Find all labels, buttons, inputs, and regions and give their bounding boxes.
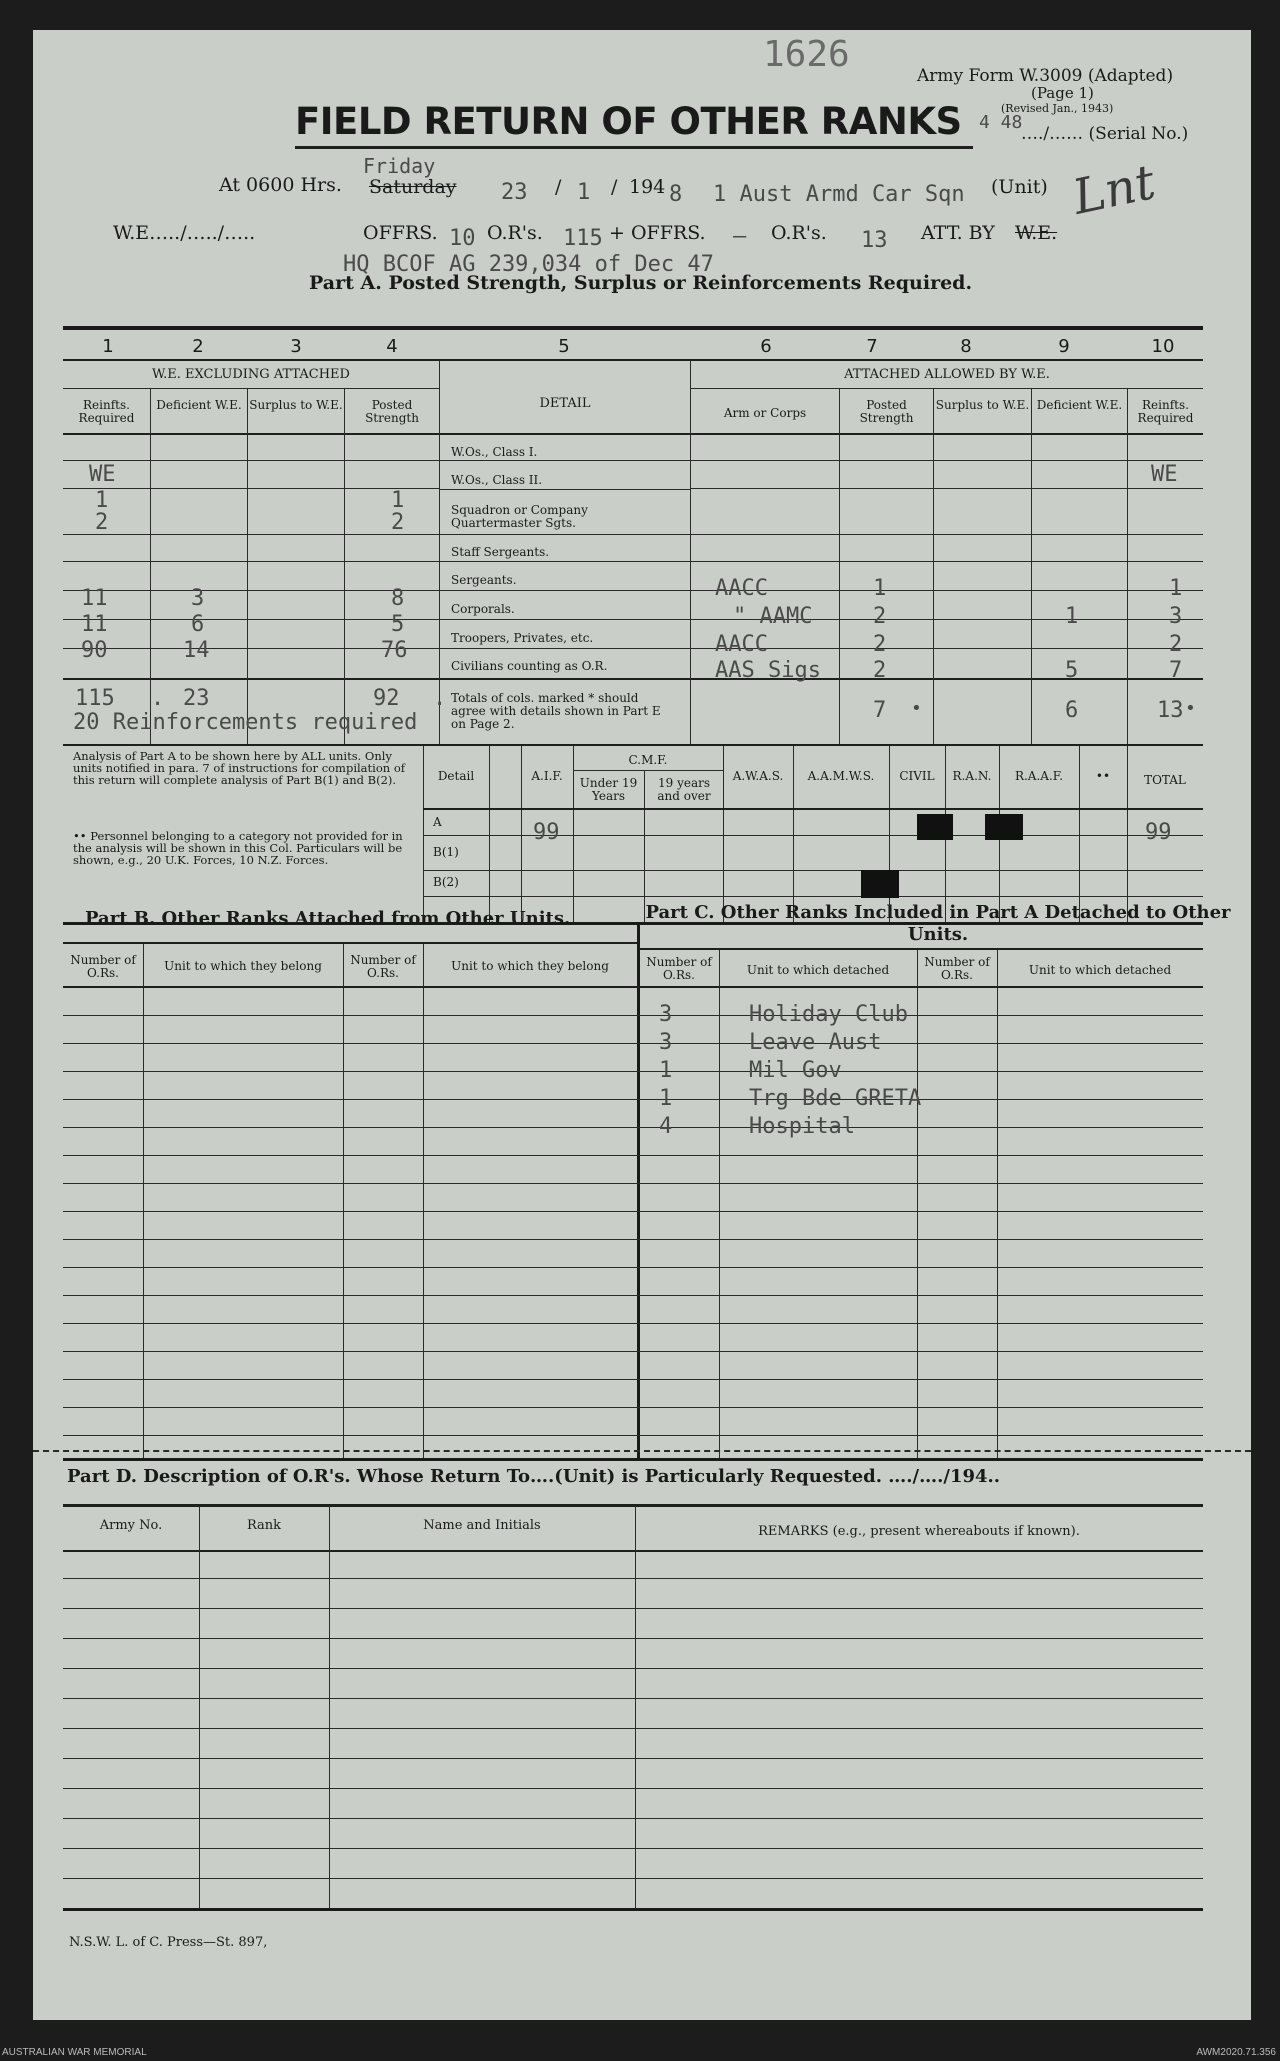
part-b-unit-header-2: Unit to which they belong — [451, 959, 609, 973]
analysis-ran-header: R.A.N. — [952, 769, 992, 783]
part-b-num-header-2: Number of O.Rs. — [350, 953, 416, 980]
qm-sgts-required-2: 2 — [95, 510, 109, 535]
part-c-num-header-1: Number of O.Rs. — [646, 955, 712, 982]
cpl-required: 11 — [81, 612, 108, 637]
plus-offrs-value: – — [733, 224, 747, 249]
year-digit: 8 — [669, 182, 683, 207]
detail-corporals: Corporals. — [451, 602, 515, 616]
we-label: W.E. — [1015, 222, 1058, 244]
analysis-other-header: •• — [1095, 769, 1111, 783]
analysis-cmf-header: C.M.F. — [628, 753, 668, 767]
part-c-unit-header-2: Unit to which detached — [1028, 963, 1172, 977]
analysis-raaf-header: R.A.A.F. — [1014, 769, 1064, 783]
unit-label: (Unit) — [991, 176, 1048, 198]
page-label: (Page 1) — [1031, 84, 1094, 102]
signature: Lnt — [1068, 154, 1161, 226]
attached-required-1: 1 — [1169, 576, 1183, 601]
col-number: 10 — [1151, 336, 1175, 357]
part-c-entry-num: 1 — [659, 1086, 673, 1111]
part-c-entry-unit: Leave Aust — [749, 1030, 882, 1055]
date-day: 23 — [501, 180, 528, 205]
unit-typed: 1 Aust Armd Car Sqn — [713, 182, 965, 207]
year-prefix: 194 — [629, 176, 666, 198]
part-d-title: Part D. Description of O.R's. Whose Return To….(Unit) is Particularly Requested. …./…./194.. — [67, 1466, 1001, 1487]
detail-troopers: Troopers, Privates, etc. — [451, 631, 594, 645]
posted-strength-header-r: Posted Strength — [859, 398, 914, 425]
total-required-dot: . — [151, 686, 165, 711]
serial-number: 4 48 — [979, 112, 1023, 133]
redaction-block — [985, 814, 1023, 840]
total-deficient: 23 — [183, 686, 210, 711]
sgt-required: 11 — [81, 586, 108, 611]
part-b-title: Part B. Other Ranks Attached from Other Units. — [85, 908, 571, 929]
col-number: 8 — [960, 336, 972, 357]
qm-sgts-posted-1: 1 — [391, 488, 405, 513]
analysis-aif-a: 99 — [533, 820, 560, 845]
att-by-label: ATT. BY — [921, 222, 995, 244]
col-number: 3 — [290, 336, 302, 357]
col-number: 7 — [866, 336, 878, 357]
col-number: 5 — [558, 336, 570, 357]
qm-sgts-posted-2: 2 — [391, 510, 405, 535]
attached-arm-3: AACC — [715, 632, 768, 657]
ors-value: 115 — [563, 226, 603, 251]
detail-staff-sgts: Staff Sergeants. — [451, 545, 550, 559]
plus-offrs-label: + OFFRS. — [609, 222, 706, 244]
title-underline — [295, 146, 973, 149]
qm-sgts-required-1: 1 — [95, 488, 109, 513]
detail-totals: Totals of cols. marked * should agree with details shown in Part E on Page 2. — [451, 691, 661, 731]
part-c-entry-num: 4 — [659, 1114, 673, 1139]
ors2-value: 13 — [861, 228, 888, 253]
we-mark-right: WE — [1151, 462, 1178, 487]
offrs-label: OFFRS. — [363, 222, 438, 244]
serial-label: …./…… (Serial No.) — [1021, 124, 1189, 144]
date-separator-2: / — [611, 176, 618, 198]
detail-wo-class1: W.Os., Class I. — [451, 445, 538, 459]
part-c-entry-unit: Trg Bde GRETA — [749, 1086, 922, 1111]
deficient-we-header: Deficient W.E. — [156, 398, 242, 412]
date-separator-1: / — [555, 176, 562, 198]
form-title: FIELD RETURN OF OTHER RANKS — [295, 100, 962, 143]
attached-arm-2: " AAMC — [733, 604, 813, 629]
part-c-entry-num: 3 — [659, 1030, 673, 1055]
cpl-deficient: 6 — [191, 612, 205, 637]
analysis-row-b1: B(1) — [433, 845, 459, 859]
reinfts-required-header: Reinfts. Required — [78, 398, 135, 425]
part-c-entry-unit: Hospital — [749, 1114, 855, 1139]
reference-typed: HQ BCOF AG 239,034 of Dec 47 — [343, 252, 714, 277]
analysis-total-header: TOTAL — [1144, 773, 1186, 787]
col-number: 2 — [192, 336, 204, 357]
analysis-row-b2: B(2) — [433, 875, 459, 889]
part-c-entry-unit: Holiday Club — [749, 1002, 908, 1027]
analysis-detail-header: Detail — [437, 769, 475, 783]
attached-allowed-header: ATTACHED ALLOWED BY W.E. — [844, 367, 1050, 382]
army-no-header: Army No. — [99, 1518, 163, 1533]
remarks-header: REMARKS (e.g., present whereabouts if known). — [758, 1524, 1080, 1539]
part-c-unit-header-1: Unit to which detached — [746, 963, 890, 977]
part-c-title: Part C. Other Ranks Included in Part A Detached to Other Units. — [645, 902, 1231, 945]
cpl-posted: 5 — [391, 612, 405, 637]
surplus-we-header: Surplus to W.E. — [249, 398, 343, 412]
analysis-total-a: 99 — [1145, 820, 1172, 845]
attached-required-4: 7 — [1169, 658, 1183, 683]
part-c-entry-num: 1 — [659, 1058, 673, 1083]
analysis-civil-header: CIVIL — [899, 769, 935, 783]
attached-posted-3: 2 — [873, 632, 887, 657]
archive-credit: AUSTRALIAN WAR MEMORIAL — [2, 2047, 147, 2058]
stamp-number: 1626 — [763, 34, 850, 75]
offrs-value: 10 — [449, 226, 476, 251]
detail-civilians: Civilians counting as O.R. — [451, 659, 608, 673]
name-initials-header: Name and Initials — [423, 1518, 541, 1533]
form-sheet — [33, 30, 1251, 2020]
archive-id: AWM2020.71.356 — [1196, 2047, 1276, 2058]
analysis-under19-header: Under 19 Years — [579, 776, 638, 803]
sgt-posted: 8 — [391, 586, 405, 611]
analysis-note-1: Analysis of Part A to be shown here by ALL units. Only units notified in para. 7 of instructions for compilation of this return will complete analysis of Part B(1) and B(2). — [73, 749, 406, 787]
tpr-required: 90 — [81, 638, 108, 663]
attached-required-2: 3 — [1169, 604, 1183, 629]
deficient-we-header-r: Deficient W.E. — [1036, 398, 1123, 412]
detail-sergeants: Sergeants. — [451, 573, 517, 587]
time-label: At 0600 Hrs. — [219, 174, 342, 196]
posted-strength-header: Posted Strength — [365, 398, 419, 425]
we-line: W.E…../…../….. — [113, 222, 256, 244]
total-required: 115 — [75, 686, 115, 711]
reinfts-required-header-r: Reinfts. Required — [1137, 398, 1194, 425]
detail-qm-sgts: Squadron or Company Quartermaster Sgts. — [451, 503, 588, 530]
col-number: 9 — [1058, 336, 1070, 357]
day-printed: Saturday — [369, 176, 457, 198]
attached-total-deficient: 6 — [1065, 698, 1079, 723]
attached-deficient-2: 1 — [1065, 604, 1079, 629]
analysis-aamws-header: A.A.M.W.S. — [807, 769, 875, 783]
part-c-num-header-2: Number of O.Rs. — [924, 955, 990, 982]
surplus-we-header-r: Surplus to W.E. — [935, 398, 1030, 412]
day-typed: Friday — [363, 154, 436, 178]
part-b-unit-header-1: Unit to which they belong — [164, 959, 322, 973]
attached-total-required: 13 — [1157, 698, 1184, 723]
attached-posted-4: 2 — [873, 658, 887, 683]
attached-arm-4: AAS Sigs — [715, 658, 821, 683]
date-month: 1 — [577, 180, 591, 205]
detail-wo-class2: W.Os., Class II. — [451, 473, 543, 487]
part-b-num-header-1: Number of O.Rs. — [70, 953, 136, 980]
col-number: 1 — [102, 336, 114, 357]
analysis-aif-header: A.I.F. — [531, 769, 563, 783]
tpr-deficient: 14 — [183, 638, 210, 663]
arm-corps-header: Arm or Corps — [723, 406, 807, 420]
attached-posted-1: 1 — [873, 576, 887, 601]
printer-imprint: N.S.W. L. of C. Press—St. 897, — [69, 1935, 268, 1950]
attached-posted-2: 2 — [873, 604, 887, 629]
redaction-block — [917, 814, 953, 840]
form-reference: Army Form W.3009 (Adapted) — [917, 66, 1174, 86]
attached-required-3: 2 — [1169, 632, 1183, 657]
part-a-title: Part A. Posted Strength, Surplus or Reinforcements Required. — [309, 272, 973, 294]
analysis-awas-header: A.W.A.S. — [732, 769, 784, 783]
revised-date: (Revised Jan., 1943) — [1001, 102, 1114, 115]
part-c-entry-num: 3 — [659, 1002, 673, 1027]
analysis-note-2: •• Personnel belonging to a category not provided for in the analysis will be shown in this Col. Particulars will be shown, e.g., 20 U.K. Forces, 10 N.Z. Forces. — [73, 829, 403, 867]
perforation-line — [33, 1450, 1251, 1452]
rank-header: Rank — [246, 1518, 282, 1533]
we-excluding-header: W.E. EXCLUDING ATTACHED — [152, 367, 350, 382]
reinforcements-note: 20 Reinforcements required — [73, 710, 418, 735]
attached-total-posted: 7 — [873, 698, 887, 723]
part-c-entry-unit: Mil Gov — [749, 1058, 842, 1083]
we-mark-left: WE — [89, 462, 116, 487]
attached-arm-1: AACC — [715, 576, 768, 601]
tpr-posted: 76 — [381, 638, 408, 663]
redaction-block — [861, 870, 899, 898]
sgt-deficient: 3 — [191, 586, 205, 611]
analysis-19over-header: 19 years and over — [657, 776, 711, 803]
total-posted: 92 — [373, 686, 400, 711]
analysis-row-a: A — [433, 815, 442, 829]
attached-total-required-star: • — [1185, 698, 1196, 719]
col-number: 6 — [760, 336, 772, 357]
col-number: 4 — [386, 336, 398, 357]
ors2-label: O.R's. — [771, 222, 827, 244]
attached-deficient-4: 5 — [1065, 658, 1079, 683]
attached-total-posted-star: • — [911, 698, 922, 719]
detail-header: DETAIL — [539, 396, 591, 411]
ors-label: O.R's. — [487, 222, 543, 244]
total-posted-dot: . — [433, 686, 447, 711]
